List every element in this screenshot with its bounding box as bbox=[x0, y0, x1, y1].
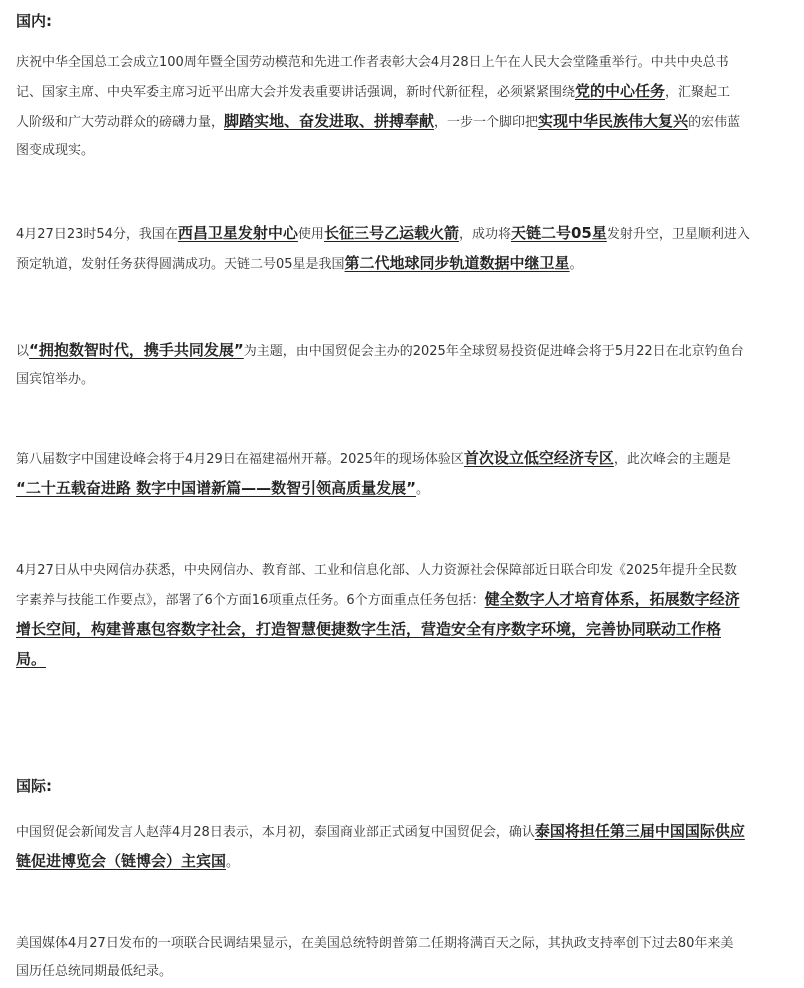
text-line bbox=[16, 77, 798, 107]
highlight-summit-theme: “拥抱数智时代，携手共同发展” bbox=[29, 341, 244, 359]
text-run: ，汇聚起工 bbox=[665, 85, 731, 100]
highlight-key-tasks: 健全数字人才培育体系，拓展数字经济 bbox=[484, 590, 740, 608]
text-run: ，一步一个脚印把 bbox=[434, 115, 539, 130]
text-run: 。 bbox=[415, 482, 429, 497]
text-run: 预定轨道，发射任务获得圆满成功。天链二号05星是我国 bbox=[16, 257, 345, 272]
highlight-satellite: 天链二号05星 bbox=[510, 224, 607, 242]
text-line bbox=[16, 249, 798, 279]
text-line bbox=[16, 444, 798, 474]
highlight-key-tasks-cont: 增长空间，构建普惠包容数字社会，打造智慧便捷数字生活，营造安全有序数字环境，完善协同联动工作格 bbox=[16, 620, 722, 638]
text-line bbox=[16, 219, 798, 249]
paragraph-trade-summit bbox=[16, 336, 798, 394]
text-run: 第八届数字中国建设峰会将于4月29日在福建福州开幕。2025年的现场体验区 bbox=[16, 452, 464, 467]
text-line: 国宾馆举办。 bbox=[16, 372, 95, 387]
text-run: 发射升空，卫星顺利进入 bbox=[606, 227, 750, 242]
text-run: 为主题，由中国贸促会主办的2025年全球贸易投资促进峰会将于5月22日在北京钓鱼台 bbox=[243, 344, 744, 359]
highlight-digital-china-theme: “二十五载奋进路 数字中国谱新篇——数智引领高质量发展” bbox=[16, 479, 416, 497]
highlight-national-rejuvenation: 实现中华民族伟大复兴 bbox=[538, 112, 689, 130]
text-line: 美国媒体4月27日发布的一项联合民调结果显示，在美国总统特朗普第二任期将满百天之际，其执政支持率创下过去80年来美 bbox=[16, 936, 734, 951]
text-run: 的宏伟蓝 bbox=[688, 115, 741, 130]
paragraph-us-poll bbox=[16, 930, 798, 986]
paragraph-labor-conference bbox=[16, 49, 798, 165]
text-run: 字素养与技能工作要点》，部署了6个方面16项重点任务。6个方面重点任务包括： bbox=[16, 593, 485, 608]
section-heading-domestic: 国内: bbox=[16, 12, 52, 30]
text-run: ，成功将 bbox=[458, 227, 511, 242]
text-line: 国历任总统同期最低纪录。 bbox=[16, 964, 173, 979]
text-run: 。 bbox=[569, 257, 583, 272]
text-run: 。 bbox=[226, 855, 240, 870]
text-line bbox=[16, 336, 798, 366]
paragraph-digital-literacy bbox=[16, 557, 798, 675]
text-run: ，此次峰会的主题是 bbox=[613, 452, 731, 467]
highlight-relay-satellite: 第二代地球同步轨道数据中继卫星 bbox=[344, 254, 570, 272]
paragraph-supply-chain-expo bbox=[16, 817, 798, 877]
section-heading-international: 国际: bbox=[16, 777, 52, 795]
text-line bbox=[16, 817, 798, 847]
text-line bbox=[16, 847, 798, 877]
highlight-key-tasks-end: 局。 bbox=[16, 650, 47, 668]
text-line: 4月27日从中央网信办获悉，中央网信办、教育部、工业和信息化部、人力资源社会保障部近日联合印发《2025年提升全民数 bbox=[16, 563, 737, 578]
text-run: 记、国家主席、中央军委主席习近平出席大会并发表重要讲话强调，新时代新征程，必须紧紧围绕 bbox=[16, 85, 576, 100]
highlight-launch-center: 西昌卫星发射中心 bbox=[177, 224, 298, 242]
text-run: 中国贸促会新闻发言人赵萍4月28日表示，本月初，泰国商业部正式函复中国贸促会，确认 bbox=[16, 825, 535, 840]
text-line bbox=[16, 585, 798, 615]
text-run: 使用 bbox=[297, 227, 324, 242]
highlight-low-altitude-zone: 首次设立低空经济专区 bbox=[463, 449, 614, 467]
text-line: 图变成现实。 bbox=[16, 143, 95, 158]
text-run: 4月27日23时54分，我国在 bbox=[16, 227, 178, 242]
text-line bbox=[16, 615, 798, 645]
highlight-thailand-guest-cont: 链促进博览会（链博会）主宾国 bbox=[16, 852, 227, 870]
text-line bbox=[16, 645, 798, 675]
highlight-rocket: 长征三号乙运载火箭 bbox=[323, 224, 459, 242]
text-line bbox=[16, 474, 798, 504]
highlight-thailand-guest: 泰国将担任第三届中国国际供应 bbox=[534, 822, 745, 840]
paragraph-digital-china-summit bbox=[16, 444, 798, 504]
paragraph-satellite-launch bbox=[16, 219, 798, 279]
text-run: 以 bbox=[16, 344, 30, 359]
highlight-central-task: 党的中心任务 bbox=[575, 82, 666, 100]
highlight-down-to-earth: 脚踏实地、奋发进取、拼搏奉献 bbox=[224, 112, 435, 130]
text-line bbox=[16, 107, 798, 137]
text-run: 人阶级和广大劳动群众的磅礴力量， bbox=[16, 115, 225, 130]
text-line: 庆祝中华全国总工会成立100周年暨全国劳动模范和先进工作者表彰大会4月28日上午在人民大会堂隆重举行。中共中央总书 bbox=[16, 55, 729, 70]
